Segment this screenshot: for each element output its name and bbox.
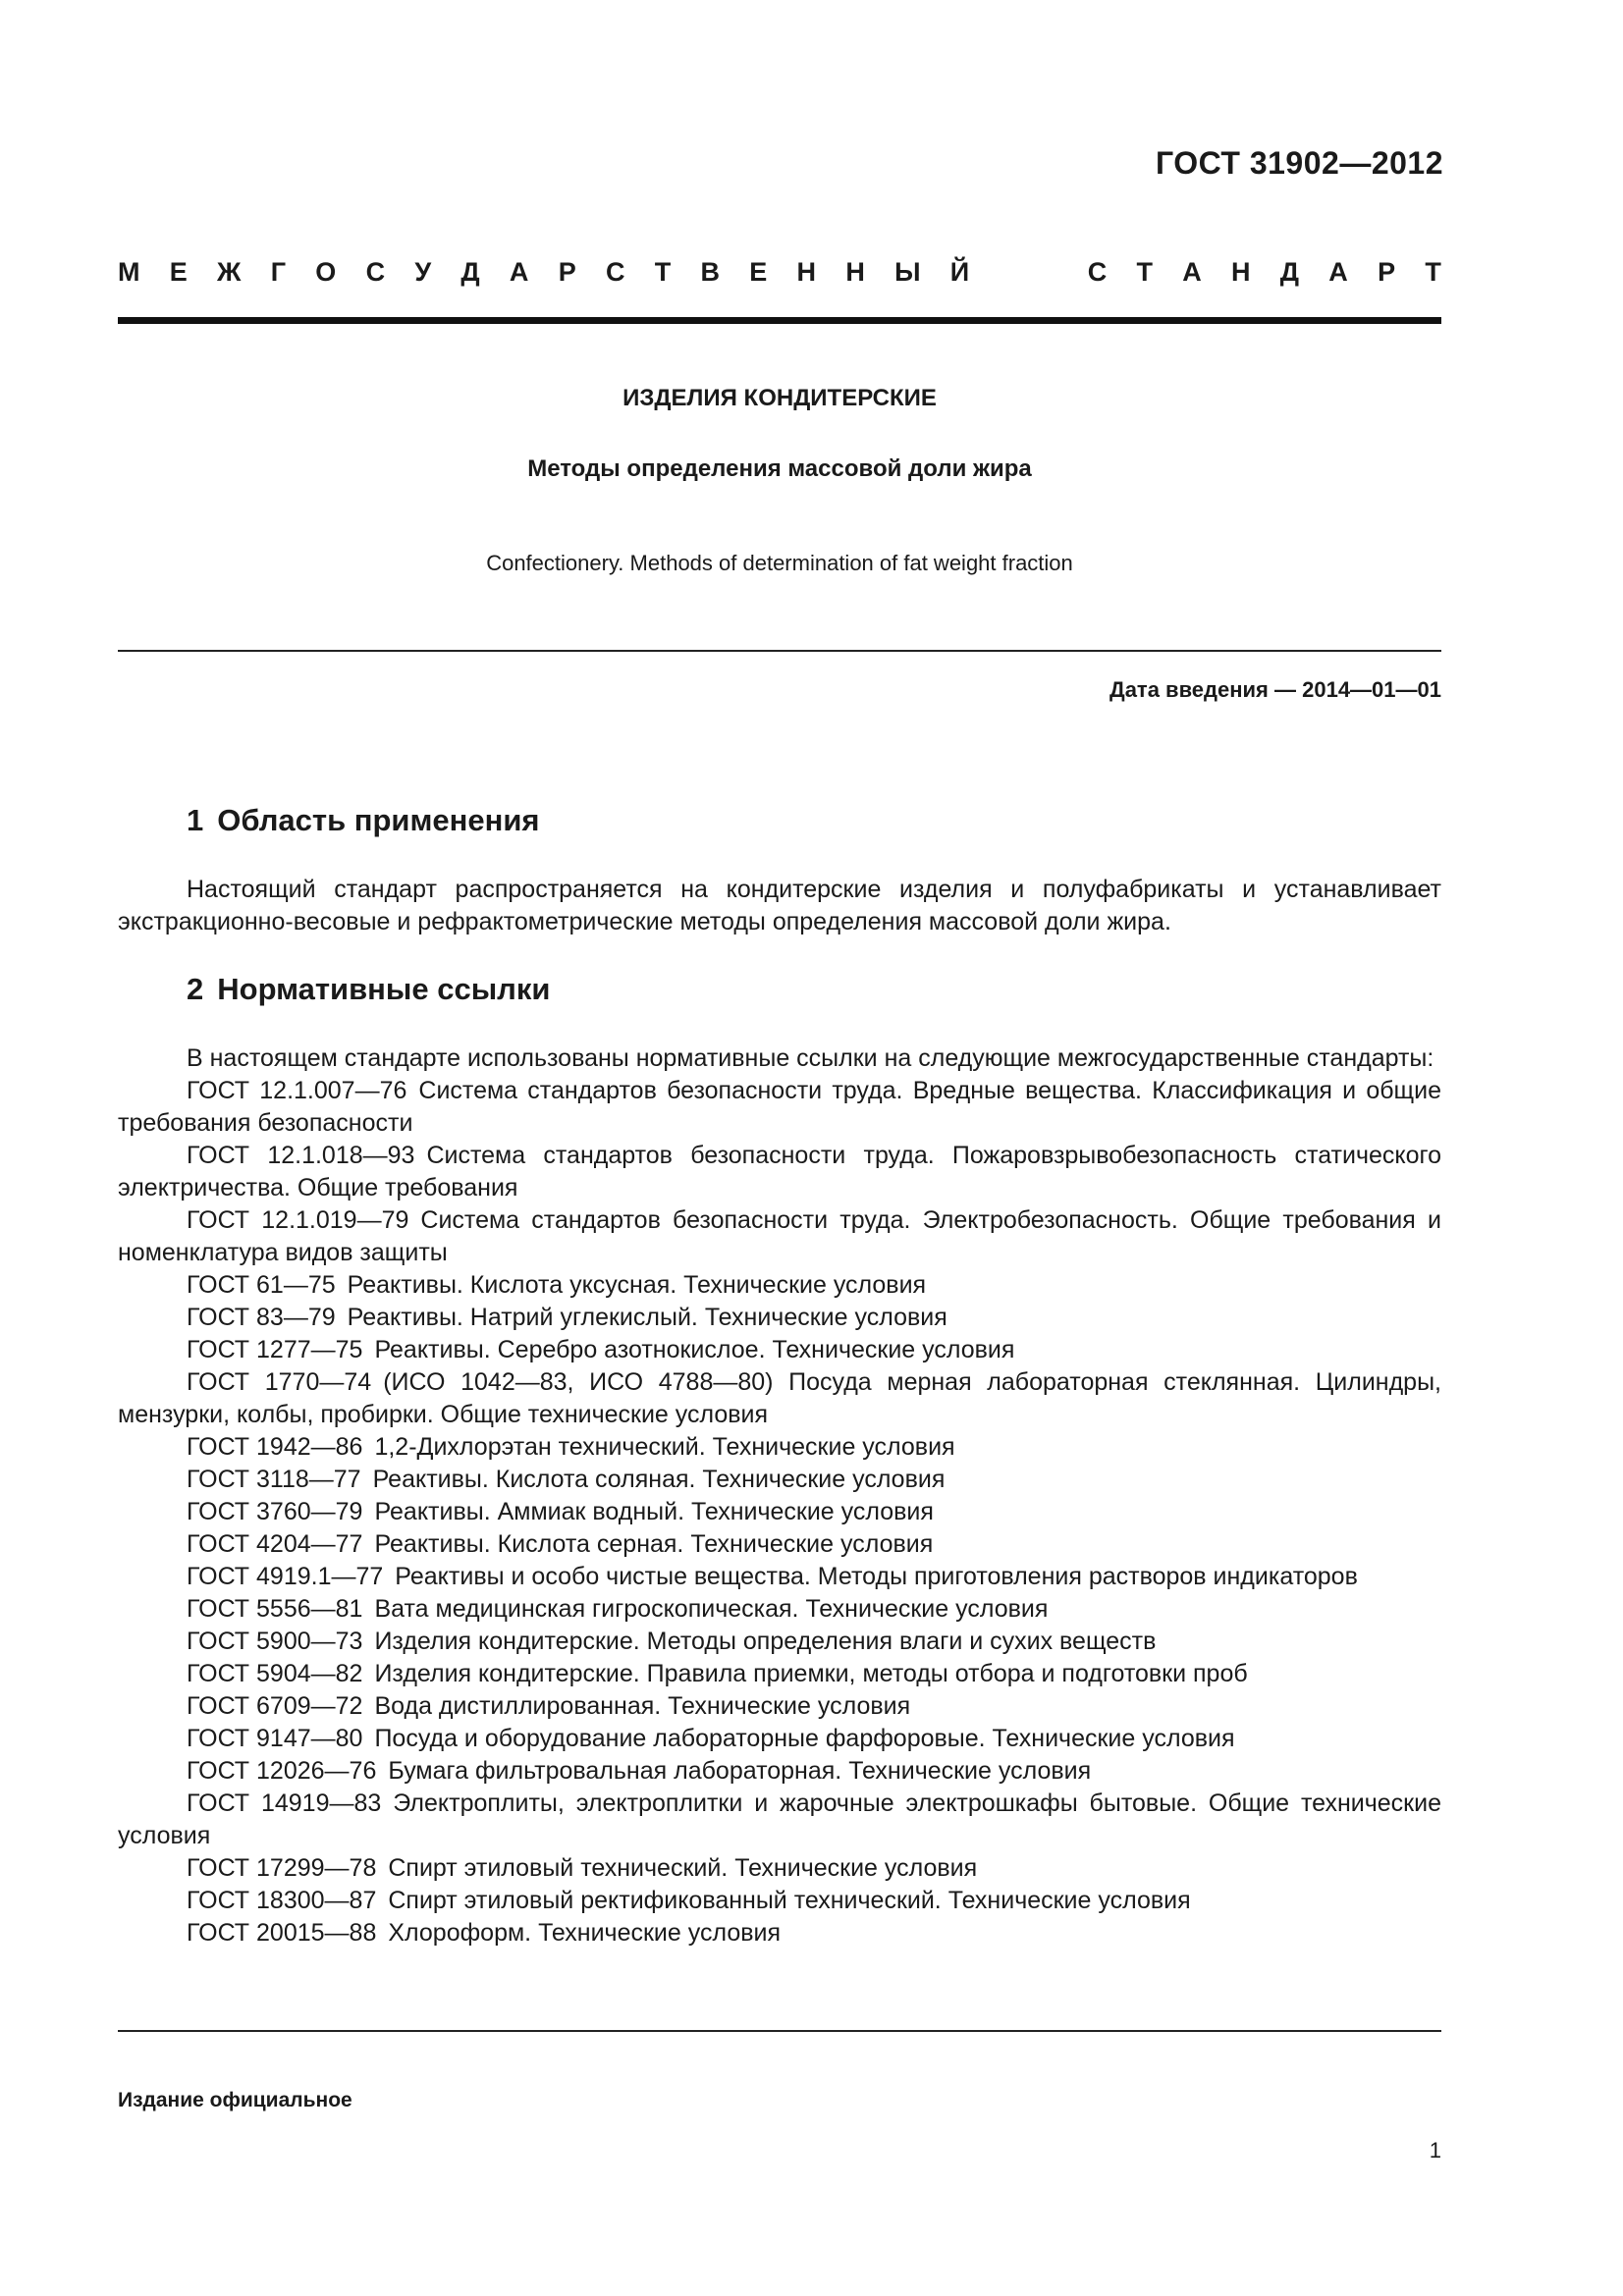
reference-code: ГОСТ 12.1.018—93 [187, 1142, 415, 1169]
banner-letter: В [700, 257, 720, 287]
paragraph: Настоящий стандарт распространяется на кондитерские изделия и полуфабрикаты и устанавливает экстракционно-весовые и рефрактометрические методы определения массовой доли жира. [118, 876, 1441, 935]
reference-code: ГОСТ 1277—75 [187, 1336, 363, 1363]
english-title: Confectionery. Methods of determination of fat weight fraction [486, 551, 1073, 575]
header-rule [118, 317, 1441, 324]
section-2-heading [187, 972, 550, 1007]
reference-item [118, 1723, 1441, 1755]
section-2-body [118, 1042, 1441, 1949]
reference-code: ГОСТ 61—75 [187, 1271, 336, 1299]
reference-title: Реактивы и особо чистые вещества. Методы приготовления растворов индикаторов [395, 1563, 1358, 1590]
reference-title: Реактивы. Кислота соляная. Технические условия [372, 1466, 946, 1493]
reference-code: ГОСТ 5556—81 [187, 1595, 363, 1623]
reference-title: Реактивы. Натрий углекислый. Технические условия [347, 1304, 947, 1331]
reference-item [118, 1204, 1441, 1269]
reference-item [118, 1431, 1441, 1464]
standard-type-banner [118, 257, 1441, 288]
banner-letter: Е [749, 257, 768, 287]
reference-code: ГОСТ 4204—77 [187, 1530, 363, 1558]
reference-title: Система стандартов безопасности труда. Пожаровзрывобезопасность статического электричества. Общие требования [118, 1142, 1441, 1201]
reference-title: Реактивы. Кислота серная. Технические условия [374, 1530, 934, 1558]
reference-item [118, 1593, 1441, 1626]
reference-code: ГОСТ 4919.1—77 [187, 1563, 384, 1590]
reference-item [118, 1075, 1441, 1140]
banner-letter: Н [796, 257, 817, 287]
banner-letter: Р [558, 257, 576, 287]
reference-title: Спирт этиловый технический. Технические условия [388, 1854, 978, 1882]
reference-item [118, 1852, 1441, 1885]
section-title: Область применения [217, 803, 540, 837]
reference-item [118, 1302, 1441, 1334]
reference-item [118, 1464, 1441, 1496]
banner-letter: Т [1136, 257, 1153, 287]
banner-letter: Р [1378, 257, 1396, 287]
introduction-date: Дата введения — 2014—01—01 [1109, 677, 1441, 702]
reference-code: ГОСТ 12026—76 [187, 1757, 377, 1785]
reference-code: ГОСТ 5900—73 [187, 1628, 363, 1655]
reference-code: ГОСТ 20015—88 [187, 1919, 377, 1947]
banner-letter: А [509, 257, 529, 287]
reference-item [118, 1626, 1441, 1658]
banner-letter: Н [1231, 257, 1251, 287]
reference-code: ГОСТ 1942—86 [187, 1433, 363, 1461]
reference-item [118, 1690, 1441, 1723]
reference-title: Посуда и оборудование лабораторные фарфоровые. Технические условия [374, 1725, 1235, 1752]
paragraph: В настоящем стандарте использованы нормативные ссылки на следующие межгосударственные стандарты: [187, 1044, 1434, 1072]
reference-code: ГОСТ 9147—80 [187, 1725, 363, 1752]
reference-item [118, 1755, 1441, 1788]
page-number: 1 [1429, 2138, 1441, 2163]
reference-code: ГОСТ 12.1.019—79 [187, 1206, 409, 1234]
document-title: ИЗДЕЛИЯ КОНДИТЕРСКИЕ [622, 385, 937, 411]
banner-letter: О [315, 257, 337, 287]
reference-code: ГОСТ 3760—79 [187, 1498, 363, 1525]
reference-title: Система стандартов безопасности труда. Электробезопасность. Общие требования и номенклатура видов защиты [118, 1206, 1441, 1266]
reference-list [118, 1075, 1441, 1949]
reference-item [118, 1269, 1441, 1302]
banner-letter: Г [270, 257, 287, 287]
banner-letter: Ы [894, 257, 921, 287]
banner-letter: Д [460, 257, 480, 287]
banner-letter: Т [654, 257, 672, 287]
reference-code: ГОСТ 6709—72 [187, 1692, 363, 1720]
reference-item [118, 1885, 1441, 1917]
reference-title: Бумага фильтровальная лабораторная. Технические условия [388, 1757, 1092, 1785]
banner-letter: А [1182, 257, 1202, 287]
banner-letter: М [118, 257, 140, 287]
reference-title: Хлороформ. Технические условия [388, 1919, 782, 1947]
banner-letter: Н [845, 257, 865, 287]
reference-code: ГОСТ 17299—78 [187, 1854, 377, 1882]
banner-letter: А [1328, 257, 1348, 287]
reference-code: ГОСТ 83—79 [187, 1304, 336, 1331]
document-subtitle: Методы определения массовой доли жира [527, 455, 1032, 482]
banner-gap [999, 257, 1057, 288]
reference-item [118, 1658, 1441, 1690]
reference-item [118, 1140, 1441, 1204]
reference-code: ГОСТ 18300—87 [187, 1887, 377, 1914]
reference-title: Реактивы. Кислота уксусная. Технические условия [347, 1271, 927, 1299]
banner-letter: Й [949, 257, 970, 287]
banner-letter: Е [169, 257, 188, 287]
reference-title: Вата медицинская гигроскопическая. Технические условия [374, 1595, 1049, 1623]
reference-title: Реактивы. Серебро азотнокислое. Технические условия [374, 1336, 1015, 1363]
reference-title: Электроплиты, электроплитки и жарочные электрошкафы бытовые. Общие технические условия [118, 1789, 1441, 1849]
reference-code: ГОСТ 3118—77 [187, 1466, 361, 1493]
banner-letter: Т [1425, 257, 1441, 287]
reference-code: ГОСТ 5904—82 [187, 1660, 363, 1687]
reference-item [118, 1917, 1441, 1949]
reference-title: Вода дистиллированная. Технические условия [374, 1692, 911, 1720]
banner-letter: У [414, 257, 432, 287]
reference-title: Реактивы. Аммиак водный. Технические условия [374, 1498, 934, 1525]
reference-item [118, 1334, 1441, 1366]
section-number: 1 [187, 803, 204, 837]
banner-letter: С [605, 257, 625, 287]
document-number: ГОСТ 31902—2012 [1155, 145, 1443, 181]
reference-item [118, 1496, 1441, 1528]
reference-title: Изделия кондитерские. Правила приемки, методы отбора и подготовки проб [374, 1660, 1248, 1687]
section-1-heading [187, 803, 540, 838]
section-1-body [118, 874, 1441, 938]
reference-code: ГОСТ 12.1.007—76 [187, 1077, 407, 1104]
section-title: Нормативные ссылки [217, 972, 551, 1006]
footer-rule [118, 2030, 1441, 2032]
title-rule [118, 650, 1441, 652]
section-number: 2 [187, 972, 204, 1006]
reference-item [118, 1561, 1441, 1593]
banner-letter: С [1087, 257, 1108, 287]
edition-label: Издание официальное [118, 2089, 352, 2111]
banner-letter: Д [1279, 257, 1300, 287]
reference-title: Изделия кондитерские. Методы определения влаги и сухих веществ [374, 1628, 1157, 1655]
reference-title: Спирт этиловый ректификованный технический. Технические условия [388, 1887, 1191, 1914]
reference-title: 1,2-Дихлорэтан технический. Технические условия [374, 1433, 955, 1461]
reference-item [118, 1366, 1441, 1431]
reference-code: ГОСТ 1770—74 [187, 1368, 372, 1396]
banner-letter: С [365, 257, 386, 287]
reference-title: Система стандартов безопасности труда. Вредные вещества. Классификация и общие требования безопасности [118, 1077, 1441, 1137]
reference-item [118, 1788, 1441, 1852]
banner-letter: Ж [217, 257, 242, 287]
reference-title: (ИСО 1042—83, ИСО 4788—80) Посуда мерная лабораторная стеклянная. Цилиндры, мензурки, колбы, пробирки. Общие технические условия [118, 1368, 1441, 1428]
reference-item [118, 1528, 1441, 1561]
reference-code: ГОСТ 14919—83 [187, 1789, 382, 1817]
